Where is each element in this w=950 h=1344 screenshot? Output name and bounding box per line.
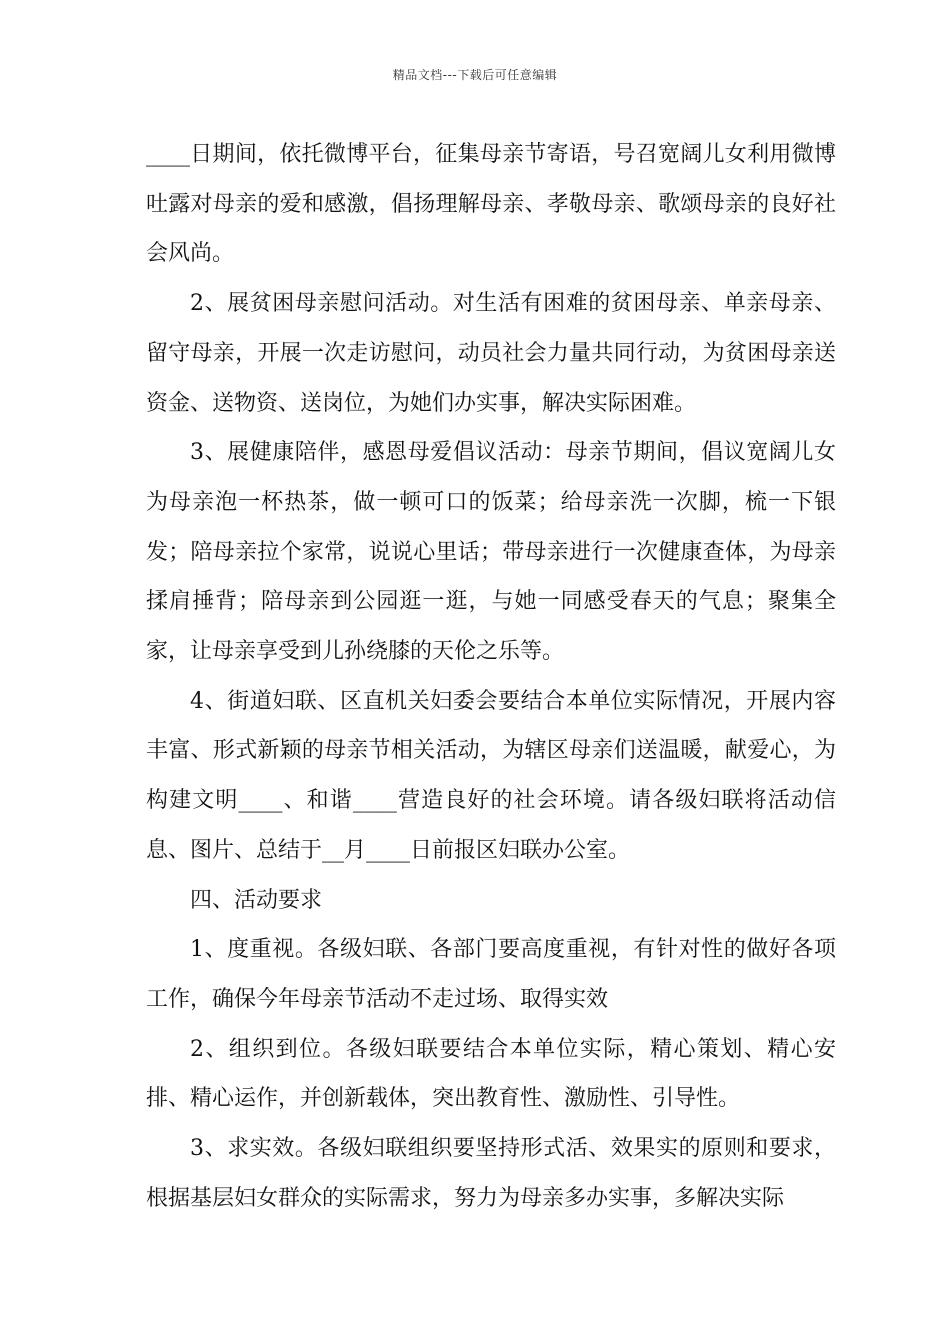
paragraph-6: 2、组织到位。各级妇联要结合本单位实际，精心策划、精心安排、精心运作，并创新载体，突出教育性、激励性、引导性。	[146, 1036, 836, 1112]
paragraph-5: 1、度重视。各级妇联、各部门要高度重视，有针对性的做好各项工作，确保今年母亲节活动不走过场、取得实效	[146, 937, 836, 1012]
paragraph-4: 4、街道妇联、区直机关妇委会要结合本单位实际情况，开展内容丰富、形式新颖的母亲节相关活动，为辖区母亲们送温暖，献爱心，为构建文明____、和谐____营造良好的社会环境。请各级妇联将活动信息、图片、总结于__月____日前报区妇联办公室。	[146, 688, 836, 863]
paragraph-2: 2、展贫困母亲慰问活动。对生活有困难的贫困母亲、单亲母亲、留守母亲，开展一次走访慰问，动员社会力量共同行动，为贫困母亲送资金、送物资、送岗位，为她们办实事，解决实际困难。	[146, 291, 836, 416]
section-heading: 四、活动要求	[190, 887, 323, 913]
document-body	[146, 130, 836, 1223]
page-header: 精品文档---下载后可任意编辑	[392, 68, 558, 82]
paragraph-3: 3、展健康陪伴，感恩母爱倡议活动：母亲节期间，倡议宽阔儿女为母亲泡一杯热茶，做一顿可口的饭菜；给母亲洗一次脚，梳一下银发；陪母亲拉个家常，说说心里话；带母亲进行一次健康查体，为母亲揉肩捶背；陪母亲到公园逛一逛，与她一同感受春天的气息；聚集全家，让母亲享受到儿孙绕膝的天伦之乐等。	[146, 440, 836, 665]
paragraph-1: ____日期间，依托微博平台，征集母亲节寄语，号召宽阔儿女利用微博吐露对母亲的爱和感激，倡扬理解母亲、孝敬母亲、歌颂母亲的良好社会风尚。	[146, 142, 836, 267]
paragraph-7: 3、求实效。各级妇联组织要坚持形式活、效果实的原则和要求，根据基层妇女群众的实际需求，努力为母亲多办实事，多解决实际	[146, 1136, 836, 1211]
